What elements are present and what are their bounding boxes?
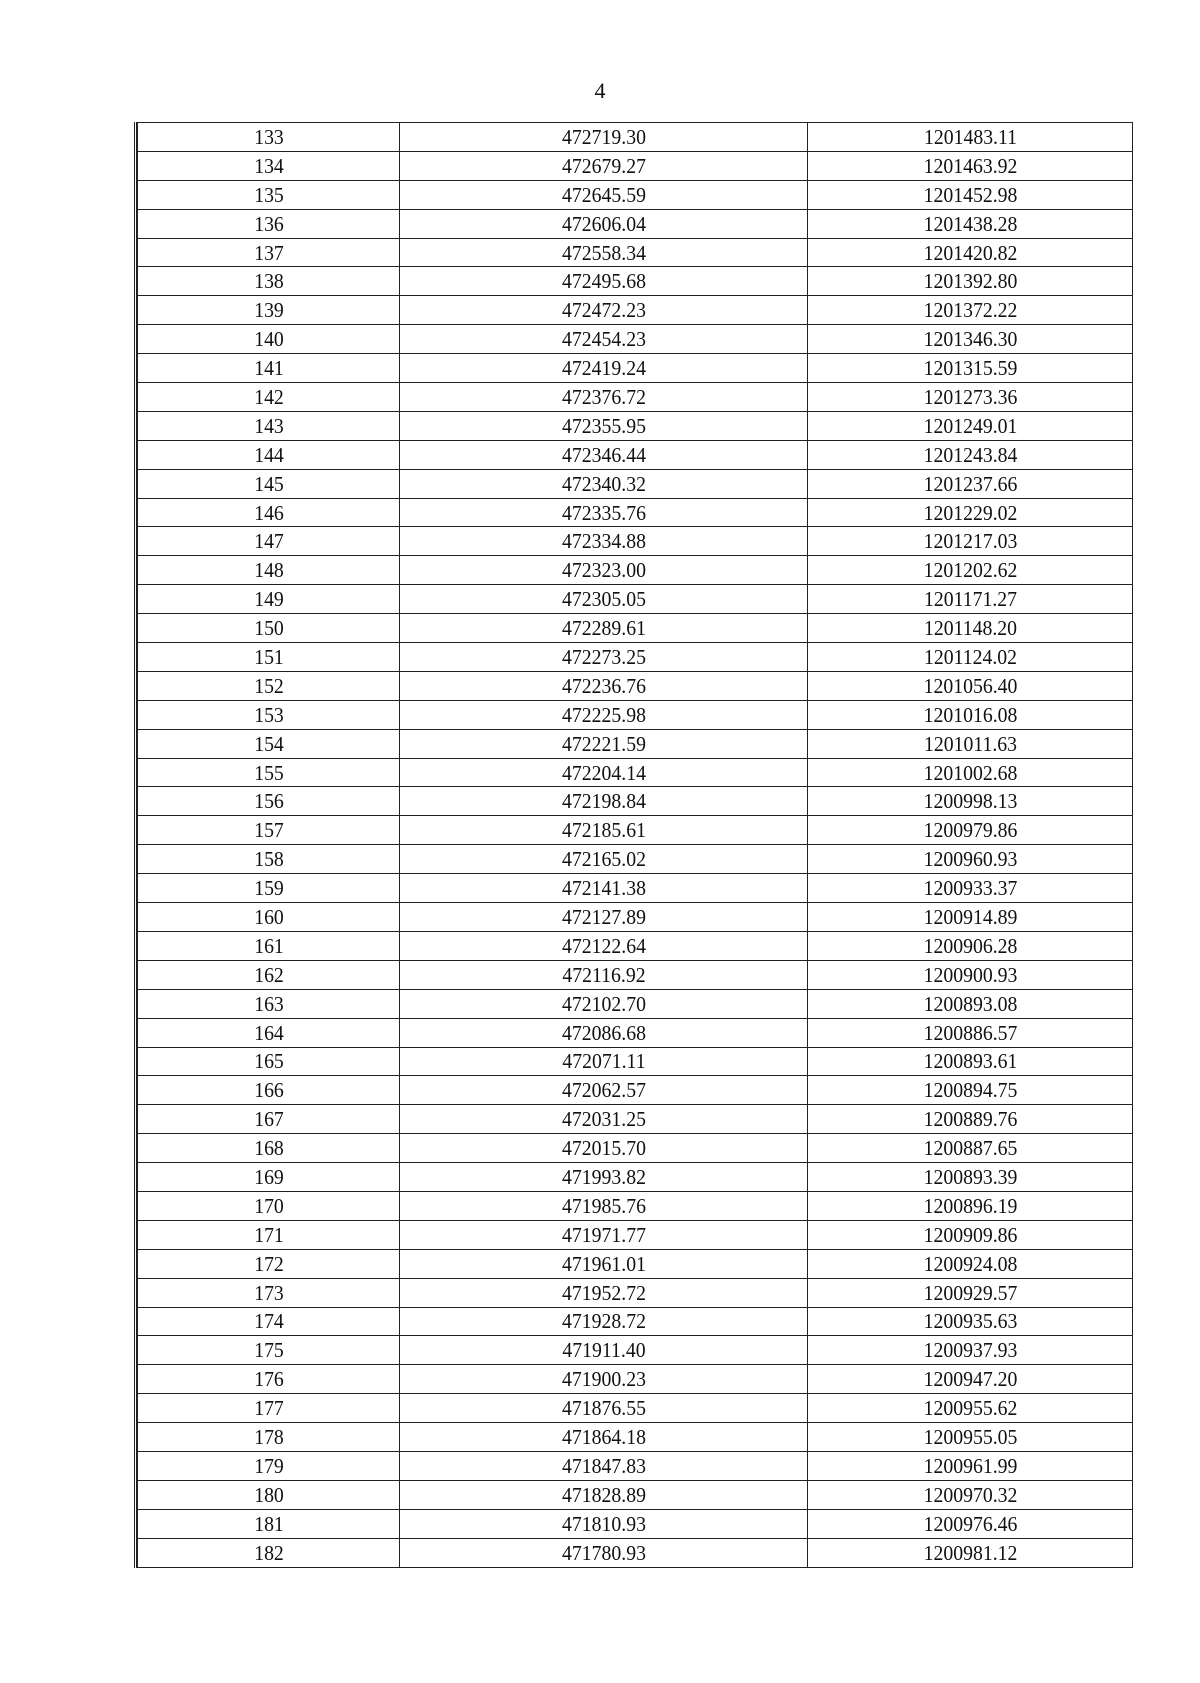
table-row bbox=[138, 1480, 1133, 1509]
table-row bbox=[138, 411, 1133, 440]
x-coordinate-cell: 471911.40 bbox=[412, 1336, 796, 1365]
x-coordinate-cell: 472015.70 bbox=[412, 1134, 796, 1163]
table-row bbox=[138, 123, 1133, 152]
point-number-cell: 141 bbox=[145, 354, 391, 383]
y-coordinate-cell: 1201346.30 bbox=[817, 325, 1123, 354]
y-coordinate-cell: 1200896.19 bbox=[817, 1191, 1123, 1220]
table-row bbox=[138, 1105, 1133, 1134]
y-coordinate-cell: 1200970.32 bbox=[817, 1480, 1123, 1509]
x-coordinate-cell: 472204.14 bbox=[412, 758, 796, 787]
y-coordinate-cell: 1200979.86 bbox=[817, 816, 1123, 845]
y-coordinate-cell: 1200909.86 bbox=[817, 1220, 1123, 1249]
y-coordinate-cell: 1200893.61 bbox=[817, 1047, 1123, 1076]
page-number: 4 bbox=[594, 78, 606, 103]
table-row bbox=[138, 383, 1133, 412]
x-coordinate-cell: 472031.25 bbox=[412, 1105, 796, 1134]
coordinates-table-body bbox=[138, 123, 1133, 1568]
x-coordinate-cell: 472141.38 bbox=[412, 874, 796, 903]
x-coordinate-cell: 472340.32 bbox=[412, 469, 796, 498]
table-row bbox=[138, 845, 1133, 874]
table-row bbox=[138, 729, 1133, 758]
y-coordinate-cell: 1201273.36 bbox=[817, 383, 1123, 412]
table-row bbox=[138, 238, 1133, 267]
table-row bbox=[138, 874, 1133, 903]
x-coordinate-cell: 472472.23 bbox=[412, 296, 796, 325]
y-coordinate-cell: 1200976.46 bbox=[817, 1509, 1123, 1538]
y-coordinate-cell: 1200886.57 bbox=[817, 1018, 1123, 1047]
x-coordinate-cell: 472679.27 bbox=[412, 151, 796, 180]
x-coordinate-cell: 472221.59 bbox=[412, 729, 796, 758]
x-coordinate-cell: 471971.77 bbox=[412, 1220, 796, 1249]
y-coordinate-cell: 1200887.65 bbox=[817, 1134, 1123, 1163]
table-row bbox=[138, 325, 1133, 354]
point-number-cell: 168 bbox=[145, 1134, 391, 1163]
y-coordinate-cell: 1201420.82 bbox=[817, 238, 1123, 267]
y-coordinate-cell: 1201372.22 bbox=[817, 296, 1123, 325]
y-coordinate-cell: 1200889.76 bbox=[817, 1105, 1123, 1134]
x-coordinate-cell: 472273.25 bbox=[412, 643, 796, 672]
x-coordinate-cell: 472355.95 bbox=[412, 411, 796, 440]
table-row bbox=[138, 1394, 1133, 1423]
table-row bbox=[138, 816, 1133, 845]
point-number-cell: 156 bbox=[145, 787, 391, 816]
y-coordinate-cell: 1200961.99 bbox=[817, 1451, 1123, 1480]
table-row bbox=[138, 1538, 1133, 1567]
y-coordinate-cell: 1201315.59 bbox=[817, 354, 1123, 383]
y-coordinate-cell: 1201016.08 bbox=[817, 700, 1123, 729]
point-number-cell: 153 bbox=[145, 700, 391, 729]
x-coordinate-cell: 471828.89 bbox=[412, 1480, 796, 1509]
point-number-cell: 155 bbox=[145, 758, 391, 787]
point-number-cell: 170 bbox=[145, 1191, 391, 1220]
y-coordinate-cell: 1201124.02 bbox=[817, 643, 1123, 672]
table-row bbox=[138, 1018, 1133, 1047]
table-row bbox=[138, 498, 1133, 527]
y-coordinate-cell: 1200900.93 bbox=[817, 960, 1123, 989]
table-row bbox=[138, 1076, 1133, 1105]
x-coordinate-cell: 471864.18 bbox=[412, 1423, 796, 1452]
y-coordinate-cell: 1201463.92 bbox=[817, 151, 1123, 180]
x-coordinate-cell: 471993.82 bbox=[412, 1163, 796, 1192]
x-coordinate-cell: 471928.72 bbox=[412, 1307, 796, 1336]
x-coordinate-cell: 472122.64 bbox=[412, 931, 796, 960]
point-number-cell: 144 bbox=[145, 440, 391, 469]
point-number-cell: 182 bbox=[145, 1538, 391, 1567]
y-coordinate-cell: 1201229.02 bbox=[817, 498, 1123, 527]
point-number-cell: 139 bbox=[145, 296, 391, 325]
x-coordinate-cell: 472225.98 bbox=[412, 700, 796, 729]
point-number-cell: 166 bbox=[145, 1076, 391, 1105]
point-number-cell: 145 bbox=[145, 469, 391, 498]
table-row bbox=[138, 931, 1133, 960]
x-coordinate-cell: 471952.72 bbox=[412, 1278, 796, 1307]
table-row bbox=[138, 585, 1133, 614]
table-row bbox=[138, 1336, 1133, 1365]
point-number-cell: 180 bbox=[145, 1480, 391, 1509]
y-coordinate-cell: 1200960.93 bbox=[817, 845, 1123, 874]
point-number-cell: 133 bbox=[145, 123, 391, 152]
x-coordinate-cell: 472305.05 bbox=[412, 585, 796, 614]
y-coordinate-cell: 1201249.01 bbox=[817, 411, 1123, 440]
table-row bbox=[138, 1163, 1133, 1192]
table-row bbox=[138, 614, 1133, 643]
point-number-cell: 148 bbox=[145, 556, 391, 585]
point-number-cell: 174 bbox=[145, 1307, 391, 1336]
table-row bbox=[138, 903, 1133, 932]
x-coordinate-cell: 472165.02 bbox=[412, 845, 796, 874]
x-coordinate-cell: 471876.55 bbox=[412, 1394, 796, 1423]
x-coordinate-cell: 472454.23 bbox=[412, 325, 796, 354]
point-number-cell: 160 bbox=[145, 903, 391, 932]
table-row bbox=[138, 1278, 1133, 1307]
y-coordinate-cell: 1200935.63 bbox=[817, 1307, 1123, 1336]
table-row bbox=[138, 1191, 1133, 1220]
point-number-cell: 176 bbox=[145, 1365, 391, 1394]
coordinates-table-container bbox=[134, 122, 1135, 1568]
y-coordinate-cell: 1201011.63 bbox=[817, 729, 1123, 758]
y-coordinate-cell: 1201148.20 bbox=[817, 614, 1123, 643]
table-row bbox=[138, 209, 1133, 238]
table-row bbox=[138, 267, 1133, 296]
point-number-cell: 150 bbox=[145, 614, 391, 643]
y-coordinate-cell: 1201217.03 bbox=[817, 527, 1123, 556]
y-coordinate-cell: 1200981.12 bbox=[817, 1538, 1123, 1567]
point-number-cell: 152 bbox=[145, 671, 391, 700]
x-coordinate-cell: 472323.00 bbox=[412, 556, 796, 585]
y-coordinate-cell: 1200929.57 bbox=[817, 1278, 1123, 1307]
point-number-cell: 146 bbox=[145, 498, 391, 527]
x-coordinate-cell: 472236.76 bbox=[412, 671, 796, 700]
y-coordinate-cell: 1201056.40 bbox=[817, 671, 1123, 700]
y-coordinate-cell: 1200924.08 bbox=[817, 1249, 1123, 1278]
x-coordinate-cell: 471961.01 bbox=[412, 1249, 796, 1278]
table-row bbox=[138, 527, 1133, 556]
y-coordinate-cell: 1201202.62 bbox=[817, 556, 1123, 585]
x-coordinate-cell: 472346.44 bbox=[412, 440, 796, 469]
x-coordinate-cell: 472102.70 bbox=[412, 989, 796, 1018]
y-coordinate-cell: 1200947.20 bbox=[817, 1365, 1123, 1394]
table-row bbox=[138, 1365, 1133, 1394]
y-coordinate-cell: 1200906.28 bbox=[817, 931, 1123, 960]
y-coordinate-cell: 1201392.80 bbox=[817, 267, 1123, 296]
y-coordinate-cell: 1201237.66 bbox=[817, 469, 1123, 498]
x-coordinate-cell: 472645.59 bbox=[412, 180, 796, 209]
point-number-cell: 159 bbox=[145, 874, 391, 903]
x-coordinate-cell: 472419.24 bbox=[412, 354, 796, 383]
y-coordinate-cell: 1201438.28 bbox=[817, 209, 1123, 238]
point-number-cell: 147 bbox=[145, 527, 391, 556]
x-coordinate-cell: 471985.76 bbox=[412, 1191, 796, 1220]
point-number-cell: 172 bbox=[145, 1249, 391, 1278]
table-row bbox=[138, 787, 1133, 816]
table-row bbox=[138, 1451, 1133, 1480]
y-coordinate-cell: 1200893.39 bbox=[817, 1163, 1123, 1192]
y-coordinate-cell: 1201452.98 bbox=[817, 180, 1123, 209]
point-number-cell: 171 bbox=[145, 1220, 391, 1249]
point-number-cell: 143 bbox=[145, 411, 391, 440]
table-row bbox=[138, 671, 1133, 700]
table-row bbox=[138, 643, 1133, 672]
coordinates-table bbox=[137, 122, 1133, 1568]
table-row bbox=[138, 1220, 1133, 1249]
x-coordinate-cell: 472558.34 bbox=[412, 238, 796, 267]
table-row bbox=[138, 1307, 1133, 1336]
point-number-cell: 167 bbox=[145, 1105, 391, 1134]
point-number-cell: 177 bbox=[145, 1394, 391, 1423]
x-coordinate-cell: 472376.72 bbox=[412, 383, 796, 412]
x-coordinate-cell: 472719.30 bbox=[412, 123, 796, 152]
point-number-cell: 175 bbox=[145, 1336, 391, 1365]
point-number-cell: 164 bbox=[145, 1018, 391, 1047]
y-coordinate-cell: 1200955.05 bbox=[817, 1423, 1123, 1452]
x-coordinate-cell: 472086.68 bbox=[412, 1018, 796, 1047]
x-coordinate-cell: 472062.57 bbox=[412, 1076, 796, 1105]
x-coordinate-cell: 472335.76 bbox=[412, 498, 796, 527]
table-row bbox=[138, 1047, 1133, 1076]
point-number-cell: 134 bbox=[145, 151, 391, 180]
point-number-cell: 161 bbox=[145, 931, 391, 960]
table-row bbox=[138, 180, 1133, 209]
y-coordinate-cell: 1200933.37 bbox=[817, 874, 1123, 903]
point-number-cell: 157 bbox=[145, 816, 391, 845]
y-coordinate-cell: 1200914.89 bbox=[817, 903, 1123, 932]
table-row bbox=[138, 989, 1133, 1018]
y-coordinate-cell: 1200955.62 bbox=[817, 1394, 1123, 1423]
table-row bbox=[138, 1249, 1133, 1278]
x-coordinate-cell: 472198.84 bbox=[412, 787, 796, 816]
point-number-cell: 135 bbox=[145, 180, 391, 209]
point-number-cell: 154 bbox=[145, 729, 391, 758]
x-coordinate-cell: 471900.23 bbox=[412, 1365, 796, 1394]
y-coordinate-cell: 1201243.84 bbox=[817, 440, 1123, 469]
table-row bbox=[138, 960, 1133, 989]
x-coordinate-cell: 471847.83 bbox=[412, 1451, 796, 1480]
point-number-cell: 140 bbox=[145, 325, 391, 354]
table-row bbox=[138, 151, 1133, 180]
point-number-cell: 165 bbox=[145, 1047, 391, 1076]
y-coordinate-cell: 1200894.75 bbox=[817, 1076, 1123, 1105]
x-coordinate-cell: 472606.04 bbox=[412, 209, 796, 238]
x-coordinate-cell: 471810.93 bbox=[412, 1509, 796, 1538]
table-row bbox=[138, 700, 1133, 729]
point-number-cell: 137 bbox=[145, 238, 391, 267]
point-number-cell: 162 bbox=[145, 960, 391, 989]
table-row bbox=[138, 1423, 1133, 1452]
y-coordinate-cell: 1201171.27 bbox=[817, 585, 1123, 614]
x-coordinate-cell: 472185.61 bbox=[412, 816, 796, 845]
x-coordinate-cell: 471780.93 bbox=[412, 1538, 796, 1567]
y-coordinate-cell: 1200893.08 bbox=[817, 989, 1123, 1018]
point-number-cell: 151 bbox=[145, 643, 391, 672]
point-number-cell: 158 bbox=[145, 845, 391, 874]
table-row bbox=[138, 556, 1133, 585]
y-coordinate-cell: 1201483.11 bbox=[817, 123, 1123, 152]
point-number-cell: 178 bbox=[145, 1423, 391, 1452]
y-coordinate-cell: 1200998.13 bbox=[817, 787, 1123, 816]
x-coordinate-cell: 472127.89 bbox=[412, 903, 796, 932]
table-row bbox=[138, 1509, 1133, 1538]
table-row bbox=[138, 469, 1133, 498]
x-coordinate-cell: 472334.88 bbox=[412, 527, 796, 556]
table-row bbox=[138, 296, 1133, 325]
point-number-cell: 173 bbox=[145, 1278, 391, 1307]
x-coordinate-cell: 472289.61 bbox=[412, 614, 796, 643]
point-number-cell: 138 bbox=[145, 267, 391, 296]
point-number-cell: 169 bbox=[145, 1163, 391, 1192]
point-number-cell: 181 bbox=[145, 1509, 391, 1538]
point-number-cell: 136 bbox=[145, 209, 391, 238]
point-number-cell: 179 bbox=[145, 1451, 391, 1480]
table-row bbox=[138, 354, 1133, 383]
x-coordinate-cell: 472116.92 bbox=[412, 960, 796, 989]
table-row bbox=[138, 1134, 1133, 1163]
point-number-cell: 142 bbox=[145, 383, 391, 412]
y-coordinate-cell: 1200937.93 bbox=[817, 1336, 1123, 1365]
x-coordinate-cell: 472495.68 bbox=[412, 267, 796, 296]
point-number-cell: 149 bbox=[145, 585, 391, 614]
y-coordinate-cell: 1201002.68 bbox=[817, 758, 1123, 787]
point-number-cell: 163 bbox=[145, 989, 391, 1018]
table-row bbox=[138, 758, 1133, 787]
x-coordinate-cell: 472071.11 bbox=[412, 1047, 796, 1076]
table-row bbox=[138, 440, 1133, 469]
